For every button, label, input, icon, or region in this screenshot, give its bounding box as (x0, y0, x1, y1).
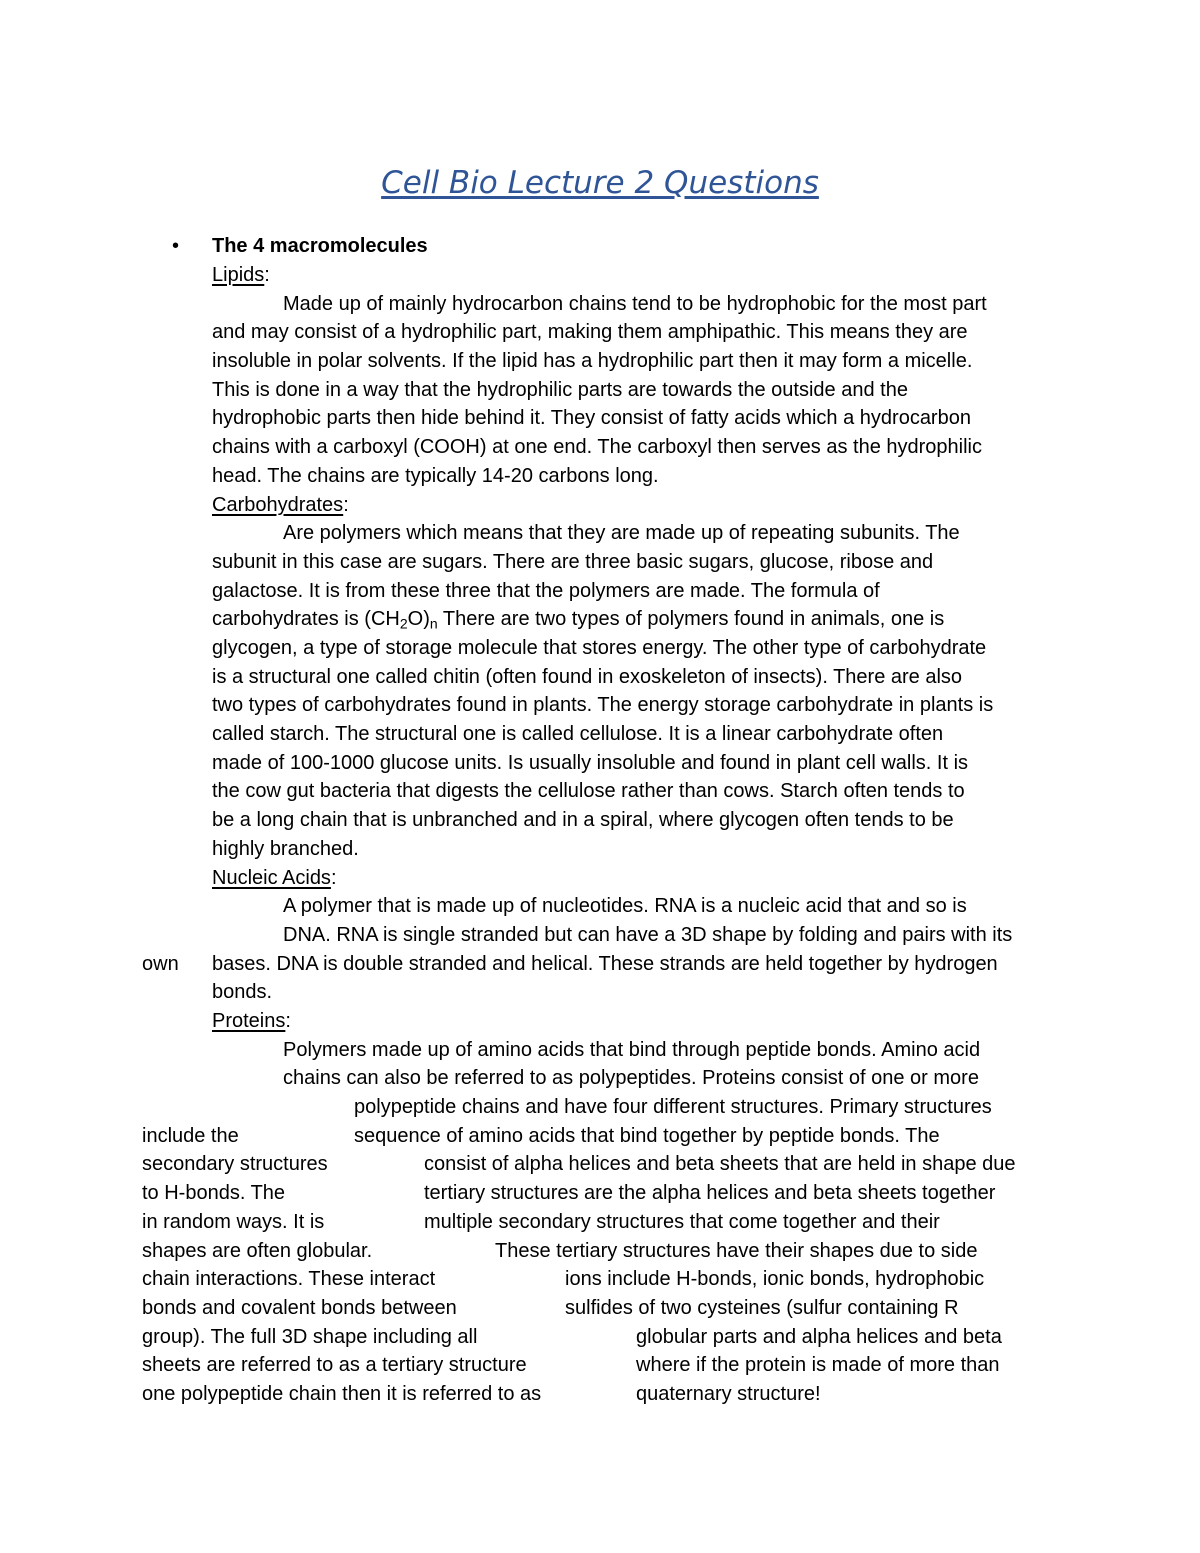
proteins-line: secondary structures (142, 1153, 328, 1175)
proteins-line: shapes are often globular. (142, 1240, 373, 1262)
carbohydrates-formula-line: carbohydrates is $(CH_2O)_n$ There are two types of polymers found in animals, one is (212, 608, 945, 632)
nucleic-acids-line: bases. DNA is double stranded and helical. These strands are held together by hydrogen (212, 953, 998, 975)
carbohydrates-line: galactose. It is from these three that the polymers are made. The formula of (212, 580, 880, 602)
lipids-line: head. The chains are typically 14-20 carbons long. (212, 465, 659, 487)
lipids-line: and may consist of a hydrophilic part, making them amphipathic. This means they are (212, 321, 968, 343)
proteins-line: ions include H-bonds, ionic bonds, hydrophobic (565, 1268, 985, 1290)
lipids-line: insoluble in polar solvents. If the lipid has a hydrophilic part then it may form a micelle. (212, 350, 973, 372)
proteins-line: globular parts and alpha helices and beta (636, 1326, 1002, 1348)
lipids-line: This is done in a way that the hydrophilic parts are towards the outside and the (212, 379, 908, 401)
carbohydrates-line: called starch. The structural one is called cellulose. It is a linear carbohydrate often (212, 723, 944, 745)
carbohydrates-line: made of 100-1000 glucose units. Is usually insoluble and found in plant cell walls. It is (212, 752, 969, 774)
lipids-line: chains with a carboxyl (COOH) at one end. The carboxyl then serves as the hydrophilic (212, 436, 982, 458)
document-title: Cell Bio Lecture 2 Questions (381, 165, 819, 201)
proteins-line: in random ways. It is (142, 1211, 325, 1233)
proteins-line: polypeptide chains and have four different structures. Primary structures (354, 1096, 992, 1118)
section-heading-nucleic-acids: Nucleic Acids: (212, 867, 337, 889)
proteins-line: These tertiary structures have their shapes due to side (495, 1240, 978, 1262)
carbohydrates-line: be a long chain that is unbranched and in a spiral, where glycogen often tends to be (212, 809, 954, 831)
section-heading-proteins: Proteins: (212, 1010, 291, 1032)
proteins-line: sheets are referred to as a tertiary structure (142, 1354, 527, 1376)
carbohydrates-line: is a structural one called chitin (often found in exoskeleton of insects). There are also (212, 666, 963, 688)
section-heading-carbohydrates: Carbohydrates: (212, 494, 349, 516)
proteins-line: multiple secondary structures that come together and their (424, 1211, 940, 1233)
carbohydrates-line: the cow gut bacteria that digests the cellulose rather than cows. Starch often tends to (212, 780, 965, 802)
proteins-line: consist of alpha helices and beta sheets that are held in shape due (424, 1153, 1016, 1175)
nucleic-acids-line: own (142, 953, 179, 975)
bullet-heading: The 4 macromolecules (212, 235, 428, 257)
carbohydrates-line: highly branched. (212, 838, 359, 860)
proteins-line: where if the protein is made of more than (636, 1354, 1000, 1376)
bullet-icon: • (172, 235, 180, 257)
lipids-line: hydrophobic parts then hide behind it. They consist of fatty acids which a hydrocarbon (212, 407, 971, 429)
carbohydrates-line: subunit in this case are sugars. There are three basic sugars, glucose, ribose and (212, 551, 934, 573)
nucleic-acids-line: DNA. RNA is single stranded but can have a 3D shape by folding and pairs with its (283, 924, 1013, 946)
proteins-line: chain interactions. These interact (142, 1268, 436, 1290)
proteins-line: one polypeptide chain then it is referred to as (142, 1383, 542, 1405)
proteins-line: include the (142, 1125, 239, 1147)
proteins-line: chains can also be referred to as polypeptides. Proteins consist of one or more (283, 1067, 979, 1089)
proteins-line: to H-bonds. The (142, 1182, 286, 1204)
section-heading-lipids: Lipids: (212, 264, 270, 286)
nucleic-acids-line: A polymer that is made up of nucleotides. RNA is a nucleic acid that and so is (283, 895, 967, 917)
proteins-line: quaternary structure! (636, 1383, 821, 1405)
carbohydrates-line: glycogen, a type of storage molecule that stores energy. The other type of carbohydrate (212, 637, 987, 659)
proteins-line: bonds and covalent bonds between (142, 1297, 457, 1319)
proteins-line: sequence of amino acids that bind together by peptide bonds. The (354, 1125, 940, 1147)
lipids-line: Made up of mainly hydrocarbon chains tend to be hydrophobic for the most part (283, 293, 987, 315)
nucleic-acids-line: bonds. (212, 981, 273, 1003)
proteins-line: Polymers made up of amino acids that bind through peptide bonds. Amino acid (283, 1039, 981, 1061)
proteins-line: group). The full 3D shape including all (142, 1326, 478, 1348)
carbohydrates-line: two types of carbohydrates found in plants. The energy storage carbohydrate in plants is (212, 694, 994, 716)
proteins-line: sulfides of two cysteines (sulfur containing R (565, 1297, 959, 1319)
carbohydrates-line: Are polymers which means that they are made up of repeating subunits. The (283, 522, 960, 544)
proteins-line: tertiary structures are the alpha helices and beta sheets together (424, 1182, 996, 1204)
